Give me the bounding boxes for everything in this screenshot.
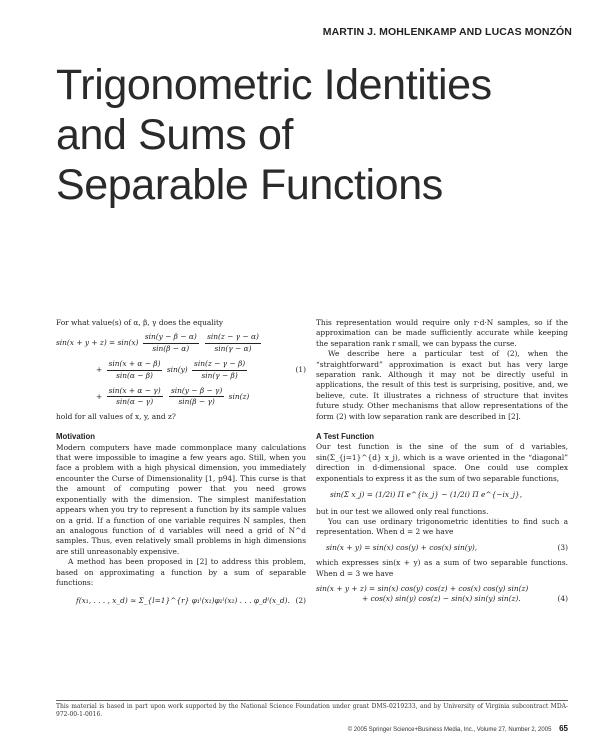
equation-4-line-2-body: + cos(x) sin(y) cos(z) − sin(x) sin(y) sin(z). — [362, 594, 521, 604]
eq1-line3-frac2-num: sin(y − β − γ) — [169, 386, 224, 397]
equation-4-line-2 — [316, 594, 568, 604]
eq1-line2-frac2-den: sin(γ − β) — [201, 370, 238, 380]
eq1-line2-plus: + — [96, 365, 103, 375]
eq1-lhs: sin(x + y + z) = sin(x) — [56, 338, 139, 348]
equation-2-body: f(x₁, . . . , x_d) ≈ Σ_{l=1}^{r} φ₁ˡ(x₁)φ₂ˡ(x₂) . . . φ_dˡ(x_d). — [76, 596, 290, 606]
equation-complex: sin(Σ x_j) = (1/2i) Π e^{ix_j} − (1/2i) Π e^{−ix_j}, — [330, 490, 523, 500]
eq1-line3-tail: sin(z) — [228, 391, 250, 401]
equation-1-line-1 — [56, 332, 306, 354]
intro-text: For what value(s) of α, β, γ does the equality — [56, 318, 224, 327]
test-paragraph-2: but in our test we allowed only real functions. — [316, 506, 489, 516]
page-number: 65 — [559, 724, 568, 733]
left-column — [56, 318, 306, 607]
article-title — [56, 60, 492, 210]
eq1-frac2-den: sin(γ − α) — [214, 343, 252, 353]
equation-3-body: sin(x + y) = sin(x) cos(y) + cos(x) sin(y), — [326, 542, 478, 552]
test-paragraph-4: which expresses sin(x + y) as a sum of two separable functions. When d = 3 we have — [316, 558, 568, 578]
footer-text: © 2005 Springer Science+Business Media, Inc., Volume 27, Number 2, 2005 — [347, 727, 552, 733]
equation-1-line-2 — [56, 359, 306, 381]
equation-4-line-1-body: sin(x + y + z) = sin(x) cos(y) cos(z) + cos(x) cos(y) sin(z) — [316, 583, 529, 593]
motivation-heading: Motivation — [56, 432, 95, 442]
equation-2-number: (2) — [295, 596, 306, 606]
footnote: This material is based in part upon work supported by the National Science Foundation under grant DMS-0219233, and by University of Virginia subcontract MDA-972-00-1-0016. — [56, 703, 568, 718]
eq1-line2-frac1-den: sin(α − β) — [116, 370, 153, 380]
equation-3 — [316, 543, 568, 553]
title-line-3: Separable Functions — [56, 161, 443, 209]
test-paragraph-1: Our test function is the sine of the sum of d variables, sin(Σ_{j=1}^{d} x_j), which is a wave oriented in the “diagonal” direction in d-dimensional space. One could use complex exponentials to express it as the sum of two separable functions, — [316, 442, 568, 483]
eq1-line2-frac2-num: sin(z − γ − β) — [192, 359, 247, 370]
footnote-divider — [56, 700, 568, 701]
equation-1-line-3 — [56, 386, 306, 408]
motivation-paragraph-2: A method has been proposed in [2] to address this problem, based on approximating a function by a sum of separable functions: — [56, 557, 306, 587]
eq1-frac1-num: sin(y − β − α) — [143, 332, 199, 343]
eq1-frac2-num: sin(z − γ − α) — [205, 332, 261, 343]
eq1-line3-frac2-den: sin(β − γ) — [178, 397, 215, 407]
equation-1-number: (1) — [295, 365, 306, 375]
right-paragraph-2: We describe here a particular test of (2), when the “straightforward” approximation is exact but has very large separation rank. Although it may not be directly useful in applications, the result of this test is surprising, positive, and, we believe, cute. It illustrates a richness of structure that invites future study. Other mechanisms that allow representations of the form (2) with low separation rank are described in [2]. — [316, 349, 568, 421]
right-column — [316, 318, 568, 605]
hold-text: hold for all values of x, y, and z? — [56, 411, 176, 421]
eq1-frac1-den: sin(β − α) — [152, 343, 190, 353]
running-header-authors: MARTIN J. MOHLENKAMP AND LUCAS MONZÓN — [322, 26, 572, 38]
equation-2 — [56, 596, 306, 606]
test-paragraph-3: You can use ordinary trigonometric identities to find such a representation. When d = 2 we have — [316, 516, 568, 537]
right-paragraph-1: This representation would require only r·d·N samples, so if the approximation can be made sufficiently accurate while keeping the separation rank r small, we can bypass the curse. — [316, 318, 568, 348]
title-line-1: Trigonometric Identities — [56, 61, 492, 109]
eq1-line2-mid: sin(y) — [166, 365, 188, 375]
eq1-line2-frac1-num: sin(x + α − β) — [107, 359, 163, 370]
equation-4-number: (4) — [557, 594, 568, 604]
title-line-2: and Sums of — [56, 111, 294, 159]
eq1-line3-frac1-den: sin(α − γ) — [116, 397, 154, 407]
equation-3-number: (3) — [557, 542, 568, 552]
motivation-paragraph-1: Modern computers have made commonplace many calculations that were impossible to imagine a few years ago. Still, when you face a problem with a high physical dimension, you immediately encounter the Curse of Dimensionality [1, p94]. This curse is that the amount of computing power that you need grows exponentially with the dimension. The simplest manifestation appears when you try to represent a function by its sample values on a grid. If a function of one variable requires N samples, then an analogous function of d variables will need a grid of N^d samples. Thus, even relatively small problems in high dimensions are still unreasonably expensive. — [56, 442, 306, 556]
eq1-line3-frac1-num: sin(x + α − γ) — [107, 386, 163, 397]
eq1-line3-plus: + — [96, 391, 103, 401]
equation-4-line-1 — [316, 584, 568, 594]
page-footer — [348, 724, 568, 733]
test-function-heading: A Test Function — [316, 432, 375, 442]
